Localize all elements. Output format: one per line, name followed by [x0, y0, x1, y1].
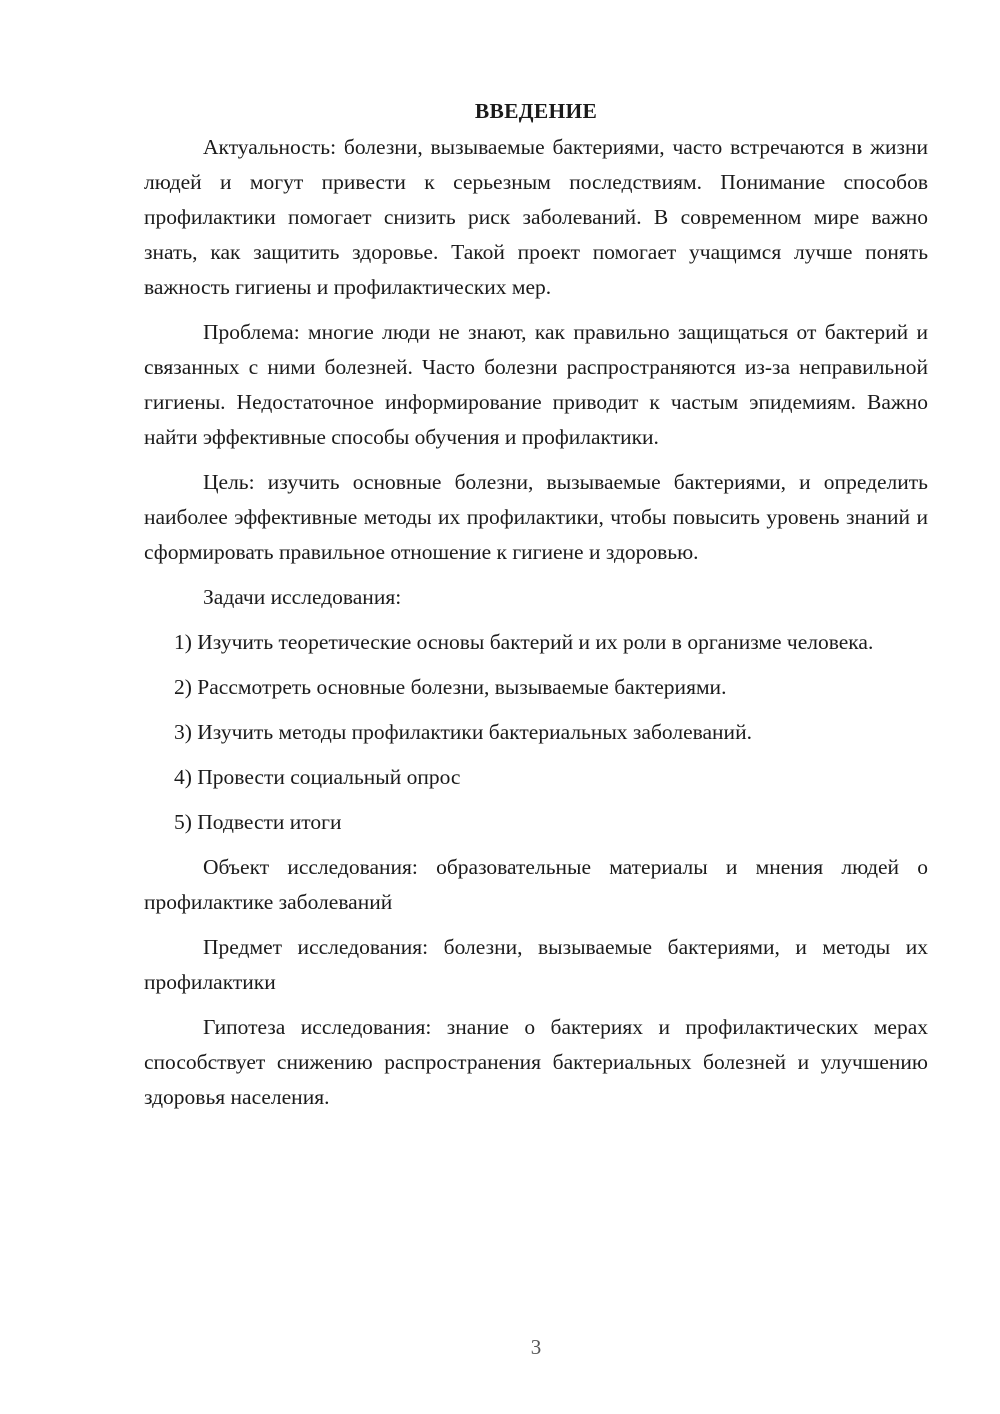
paragraph-relevance: Актуальность: болезни, вызываемые бактериями, часто встречаются в жизни людей и могут привести к серьезным последствиям. Понимание способов профилактики помогает снизить риск заболеваний. В современном мире важно знать, как защитить здоровье. Такой проект помогает учащимся лучше понять важность гигиены и профилактических мер.	[144, 135, 928, 299]
task-item-4: 4) Провести социальный опрос	[174, 765, 461, 789]
paragraph-problem: Проблема: многие люди не знают, как правильно защищаться от бактерий и связанных с ними болезней. Часто болезни распространяются из-за неправильной гигиены. Недостаточное информирование приводит к частым эпидемиям. Важно найти эффективные способы обучения и профилактики.	[144, 320, 928, 449]
tasks-heading: Задачи исследования:	[203, 585, 402, 609]
paragraph-goal: Цель: изучить основные болезни, вызываемые бактериями, и определить наиболее эффективные методы их профилактики, чтобы повысить уровень знаний и сформировать правильное отношение к гигиене и здоровью.	[144, 470, 928, 564]
task-item-1: 1) Изучить теоретические основы бактерий и их роли в организме человека.	[174, 630, 874, 654]
page-content	[144, 94, 928, 1125]
paragraph-hypothesis: Гипотеза исследования: знание о бактериях и профилактических мерах способствует снижению распространения бактериальных болезней и улучшению здоровья населения.	[144, 1015, 928, 1109]
section-title: ВВЕДЕНИЕ	[474, 99, 598, 123]
task-item-5: 5) Подвести итоги	[174, 810, 342, 834]
paragraph-object: Объект исследования: образовательные материалы и мнения людей о профилактике заболеваний	[144, 855, 928, 914]
paragraph-subject: Предмет исследования: болезни, вызываемые бактериями, и методы их профилактики	[144, 935, 928, 994]
page-number: 3	[530, 1335, 542, 1359]
task-item-3: 3) Изучить методы профилактики бактериальных заболеваний.	[174, 720, 752, 744]
task-item-2: 2) Рассмотреть основные болезни, вызываемые бактериями.	[174, 675, 727, 699]
tasks-list	[144, 625, 928, 840]
